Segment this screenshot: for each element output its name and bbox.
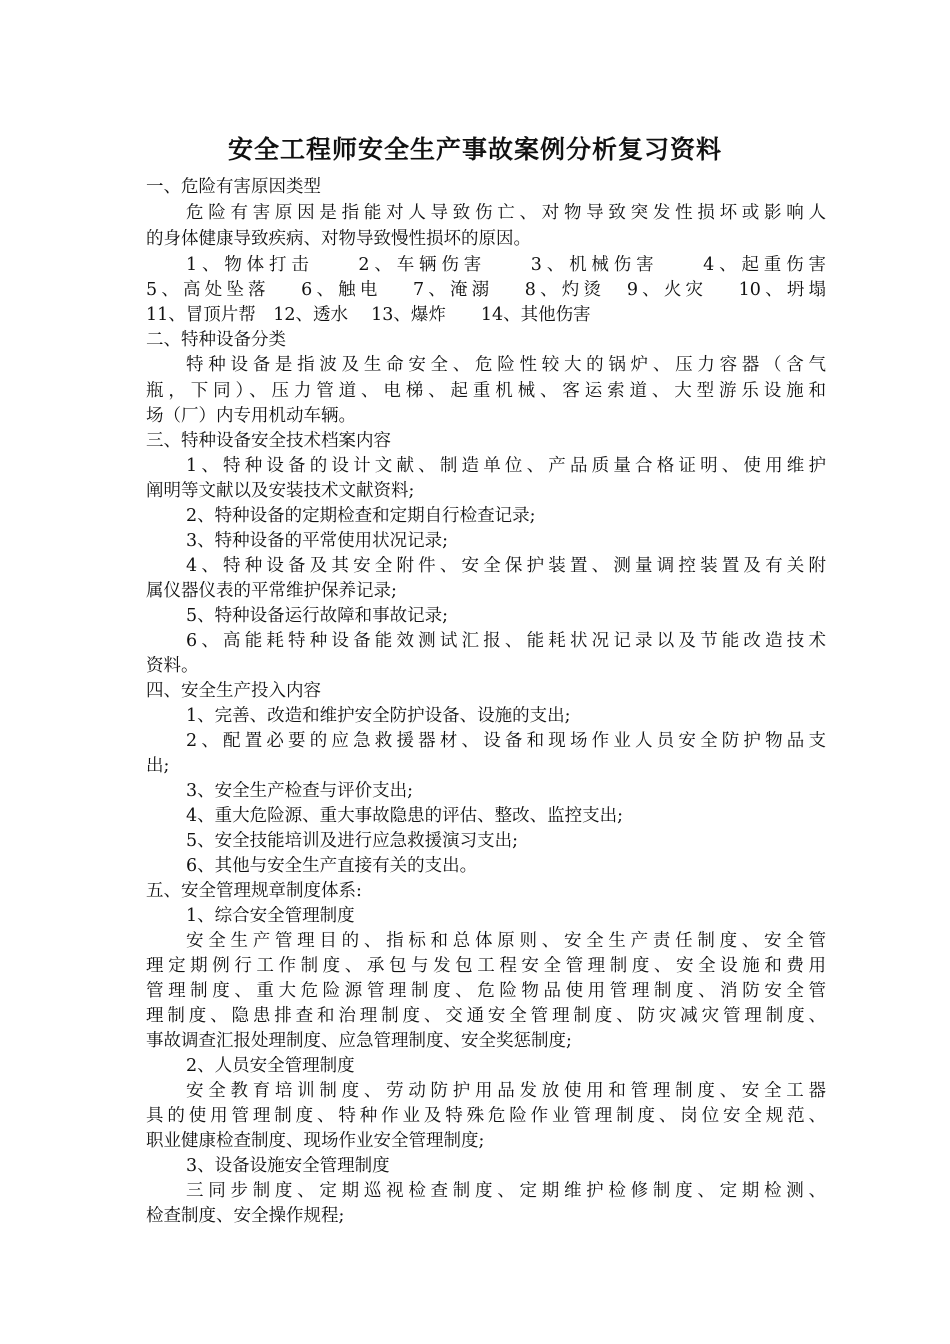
list-item: 5、安全技能培训及进行应急救援演习支出;	[186, 831, 519, 851]
list-item: 资料。	[146, 656, 199, 676]
paragraph-line: 安全生产管理目的、指标和总体原则、安全生产责任制度、安全管	[186, 931, 826, 951]
paragraph-line: 三同步制度、定期巡视检查制度、定期维护检修制度、定期检测、	[186, 1181, 826, 1201]
list-item: 2、配置必要的应急救援器材、设备和现场作业人员安全防护物品支	[186, 731, 826, 751]
list-item: 4、重大危险源、重大事故隐患的评估、整改、监控支出;	[186, 806, 624, 826]
list-item: 6、其他与安全生产直接有关的支出。	[186, 856, 478, 876]
document-title: 安全工程师安全生产事故案例分析复习资料	[227, 135, 722, 164]
paragraph-line: 危险有害原因是指能对人导致伤亡、对物导致突发性损坏或影响人	[186, 203, 826, 223]
subsection-heading: 1、综合安全管理制度	[186, 906, 355, 926]
section-heading: 五、安全管理规章制度体系:	[146, 881, 362, 901]
list-item: 4、特种设备及其安全附件、安全保护装置、测量调控装置及有关附	[186, 556, 826, 576]
list-item: 5、特种设备运行故障和事故记录;	[186, 606, 449, 626]
section-heading: 四、安全生产投入内容	[146, 681, 321, 701]
paragraph-line: 理定期例行工作制度、承包与发包工程安全管理制度、安全设施和费用	[146, 956, 826, 976]
list-item: 3、特种设备的平常使用状况记录;	[186, 531, 449, 551]
paragraph-line: 场（厂）内专用机动车辆。	[146, 406, 356, 426]
subsection-heading: 2、人员安全管理制度	[186, 1056, 355, 1076]
paragraph-line: 安全教育培训制度、劳动防护用品发放使用和管理制度、安全工器	[186, 1081, 826, 1101]
section-heading: 二、特种设备分类	[146, 330, 286, 350]
list-item: 属仪器仪表的平常维护保养记录;	[146, 581, 397, 601]
list-item: 2、特种设备的定期检查和定期自行检查记录;	[186, 506, 536, 526]
subsection-heading: 3、设备设施安全管理制度	[186, 1156, 390, 1176]
section-heading: 一、危险有害原因类型	[146, 177, 321, 197]
list-line: 1、物体打击 2、车辆伤害 3、机械伤害 4、起重伤害	[186, 255, 826, 275]
paragraph-line: 具的使用管理制度、特种作业及特殊危险作业管理制度、岗位安全规范、	[146, 1106, 826, 1126]
list-item: 1、特种设备的设计文献、制造单位、产品质量合格证明、使用维护	[186, 456, 826, 476]
list-item: 3、安全生产检查与评价支出;	[186, 781, 414, 801]
paragraph-line: 事故调查汇报处理制度、应急管理制度、安全奖惩制度;	[146, 1031, 572, 1051]
section-heading: 三、特种设备安全技术档案内容	[146, 431, 391, 451]
list-item: 6、高能耗特种设备能效测试汇报、能耗状况记录以及节能改造技术	[186, 631, 826, 651]
list-line: 11、冒顶片帮 12、透水 13、爆炸 14、其他伤害	[146, 305, 591, 325]
paragraph-line: 职业健康检查制度、现场作业安全管理制度;	[146, 1131, 485, 1151]
paragraph-line: 瓶，下同）、压力管道、电梯、起重机械、客运索道、大型游乐设施和	[146, 381, 826, 401]
list-item: 阐明等文献以及安装技术文献资料;	[146, 481, 415, 501]
paragraph-line: 管理制度、重大危险源管理制度、危险物品使用管理制度、消防安全管	[146, 981, 826, 1001]
paragraph-line: 的身体健康导致疾病、对物导致慢性损坏的原因。	[146, 229, 531, 249]
list-item: 1、完善、改造和维护安全防护设备、设施的支出;	[186, 706, 571, 726]
paragraph-line: 理制度、隐患排查和治理制度、交通安全管理制度、防灾减灾管理制度、	[146, 1006, 826, 1026]
paragraph-line: 检查制度、安全操作规程;	[146, 1206, 345, 1226]
paragraph-line: 特种设备是指波及生命安全、危险性较大的锅炉、压力容器（含气	[186, 355, 826, 375]
list-line: 5、高处坠落 6、触电 7、淹溺 8、灼烫 9、火灾 10、坍塌	[146, 280, 826, 300]
list-item: 出;	[146, 756, 170, 776]
